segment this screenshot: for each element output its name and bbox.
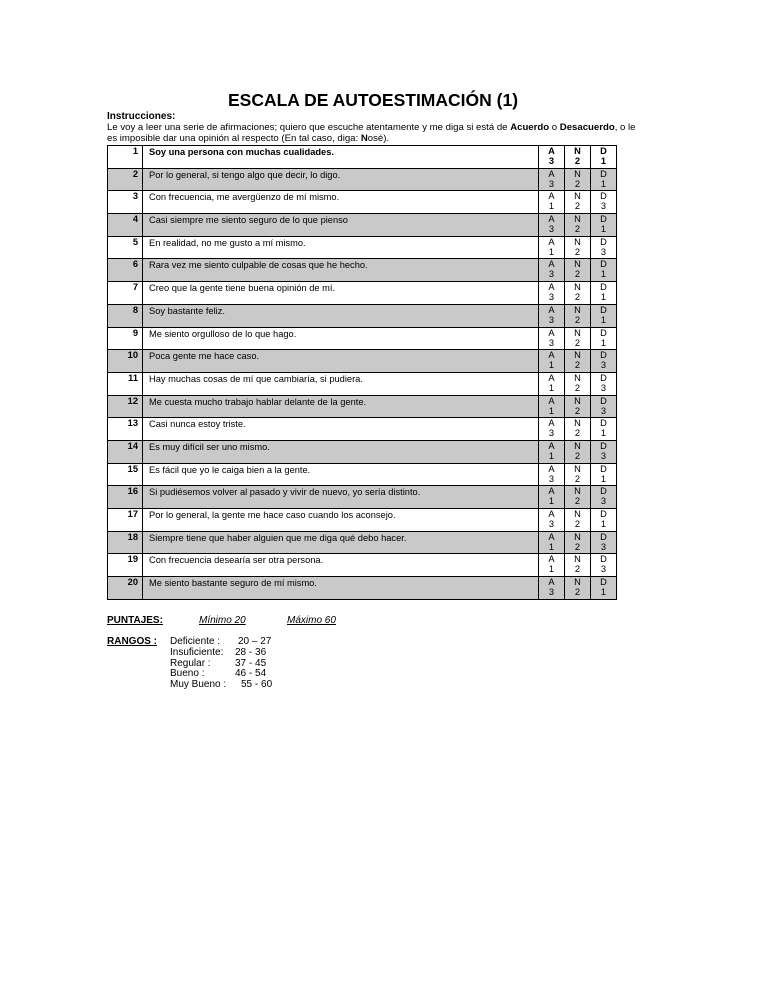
option-score: 3 (600, 541, 607, 552)
option-a-cell (539, 440, 565, 463)
option-letter: A (548, 259, 555, 270)
option-score: 1 (548, 450, 555, 461)
item-number: 12 (108, 395, 143, 418)
option-n-cell (565, 463, 591, 486)
option-letter: N (574, 236, 581, 247)
item-number: 13 (108, 418, 143, 441)
item-statement: Casi siempre me siento seguro de lo que pienso (143, 214, 539, 237)
option-n-cell (565, 168, 591, 191)
option-d-cell (591, 350, 617, 373)
option-score: 2 (574, 269, 581, 280)
table-row (108, 531, 617, 554)
option-d-cell (591, 372, 617, 395)
option-letter: N (574, 577, 581, 588)
option-d-cell (591, 486, 617, 509)
option-score: 2 (574, 314, 581, 325)
option-n-cell (565, 214, 591, 237)
option-score: 3 (548, 428, 555, 439)
item-number: 7 (108, 282, 143, 305)
option-letter: N (574, 259, 581, 270)
option-letter: D (600, 327, 607, 338)
option-a-cell (539, 168, 565, 191)
rango-name: Bueno : (170, 668, 205, 680)
option-letter: A (548, 146, 555, 156)
option-score: 1 (600, 337, 607, 348)
option-a-cell (539, 577, 565, 600)
rango-name: Insuficiente: (170, 646, 224, 658)
option-score: 1 (600, 269, 607, 280)
item-number: 14 (108, 440, 143, 463)
option-n-cell (565, 372, 591, 395)
option-n-cell (565, 486, 591, 509)
option-letter: D (600, 509, 607, 519)
puntajes-label: PUNTAJES: (107, 615, 163, 626)
option-n-cell (565, 440, 591, 463)
option-d-cell (591, 282, 617, 305)
table-row (108, 236, 617, 259)
page-title: ESCALA DE AUTOESTIMACIÓN (1) (227, 90, 519, 110)
option-score: 1 (548, 564, 555, 575)
option-score: 2 (574, 587, 581, 598)
table-row (108, 191, 617, 214)
option-letter: D (600, 282, 607, 293)
option-score: 3 (548, 156, 555, 166)
option-a-cell (539, 418, 565, 441)
option-score: 1 (600, 587, 607, 598)
option-letter: D (600, 554, 607, 565)
option-n-cell (565, 304, 591, 327)
option-score: 2 (574, 178, 581, 189)
option-a-cell (539, 350, 565, 373)
option-a-cell (539, 486, 565, 509)
table-row (108, 304, 617, 327)
option-a-cell (539, 463, 565, 486)
option-letter: A (548, 486, 555, 497)
item-number: 2 (108, 168, 143, 191)
option-n-cell (565, 191, 591, 214)
rango-name: Deficiente : (170, 636, 221, 647)
option-score: 2 (574, 564, 581, 575)
option-d-cell (591, 259, 617, 282)
option-letter: N (574, 554, 581, 565)
table-row (108, 554, 617, 577)
table-row (108, 509, 617, 532)
item-statement: Soy una persona con muchas cualidades. (143, 146, 539, 169)
option-letter: D (600, 418, 607, 429)
option-n-cell (565, 509, 591, 532)
item-statement: Me siento orgulloso de lo que hago. (143, 327, 539, 350)
option-score: 3 (548, 314, 555, 325)
option-score: 1 (548, 246, 555, 257)
table-row (108, 577, 617, 600)
option-score: 3 (548, 224, 555, 235)
option-score: 2 (574, 519, 581, 529)
table-row (108, 463, 617, 486)
item-statement: Soy bastante feliz. (143, 304, 539, 327)
option-score: 3 (600, 201, 607, 212)
option-a-cell (539, 236, 565, 259)
option-score: 2 (574, 473, 581, 484)
item-statement: Me cuesta mucho trabajo hablar delante de la gente. (143, 395, 539, 418)
option-d-cell (591, 191, 617, 214)
option-letter: N (574, 327, 581, 338)
option-letter: N (574, 282, 581, 293)
rango-value: 37 - 45 (235, 657, 267, 669)
item-number: 9 (108, 327, 143, 350)
item-number: 3 (108, 191, 143, 214)
table-row (108, 214, 617, 237)
option-score: 1 (600, 519, 607, 529)
option-letter: D (600, 214, 607, 225)
option-score: 3 (548, 178, 555, 189)
rangos-label: RANGOS : (107, 636, 157, 647)
option-n-cell (565, 350, 591, 373)
option-score: 3 (548, 337, 555, 348)
item-statement: Me siento bastante seguro de mí mismo. (143, 577, 539, 600)
item-statement: Con frecuencia desearía ser otra persona. (143, 554, 539, 577)
option-n-cell (565, 531, 591, 554)
option-score: 2 (574, 405, 581, 416)
option-score: 1 (600, 473, 607, 484)
option-a-cell (539, 531, 565, 554)
table-row (108, 486, 617, 509)
option-a-cell (539, 509, 565, 532)
option-score: 2 (574, 292, 581, 303)
option-d-cell (591, 146, 617, 169)
item-statement: Es fácil que yo le caiga bien a la gente. (143, 463, 539, 486)
item-statement: Siempre tiene que haber alguien que me diga qué debo hacer. (143, 531, 539, 554)
option-score: 1 (548, 405, 555, 416)
option-d-cell (591, 168, 617, 191)
instructions-heading: Instrucciones: (107, 111, 176, 122)
option-a-cell (539, 327, 565, 350)
option-d-cell (591, 577, 617, 600)
option-score: 2 (574, 201, 581, 212)
scale-table (107, 145, 617, 600)
option-score: 3 (600, 246, 607, 257)
item-number: 1 (108, 146, 143, 169)
table-row (108, 372, 617, 395)
item-number: 4 (108, 214, 143, 237)
option-score: 1 (600, 178, 607, 189)
option-score: 1 (548, 201, 555, 212)
option-a-cell (539, 554, 565, 577)
option-score: 1 (600, 156, 607, 166)
option-score: 2 (574, 496, 581, 507)
table-row (108, 259, 617, 282)
option-score: 2 (574, 450, 581, 461)
option-score: 2 (574, 246, 581, 257)
option-score: 1 (548, 541, 555, 552)
option-d-cell (591, 236, 617, 259)
option-d-cell (591, 214, 617, 237)
item-statement: Es muy difícil ser uno mismo. (143, 440, 539, 463)
option-letter: N (574, 372, 581, 383)
option-score: 3 (548, 269, 555, 280)
item-number: 15 (108, 463, 143, 486)
option-n-cell (565, 395, 591, 418)
option-score: 2 (574, 224, 581, 235)
option-letter: D (600, 236, 607, 247)
option-letter: A (548, 577, 555, 588)
item-statement: Hay muchas cosas de mí que cambiaría, si pudiera. (143, 372, 539, 395)
option-d-cell (591, 304, 617, 327)
option-score: 3 (600, 450, 607, 461)
option-letter: D (600, 463, 607, 474)
option-a-cell (539, 214, 565, 237)
option-score: 1 (548, 382, 555, 393)
option-a-cell (539, 372, 565, 395)
option-letter: D (600, 395, 607, 406)
table-row (108, 350, 617, 373)
rango-name: Muy Bueno : (170, 679, 227, 691)
instructions-text: Le voy a leer una serie de afirmaciones; quiero que escuche atentamente y me diga si está de Acuerdo o Desacuerdo, o le es imposible dar una opinión al respecto (En tal caso, diga: Nosé). (107, 122, 636, 144)
option-letter: D (600, 191, 607, 202)
option-d-cell (591, 440, 617, 463)
item-number: 5 (108, 236, 143, 259)
option-score: 2 (574, 360, 581, 371)
option-score: 3 (548, 473, 555, 484)
option-letter: A (548, 531, 555, 542)
option-letter: N (574, 146, 581, 156)
option-letter: N (574, 463, 581, 474)
option-letter: A (548, 440, 555, 451)
option-letter: N (574, 486, 581, 497)
option-score: 1 (600, 428, 607, 439)
option-score: 3 (600, 360, 607, 371)
option-score: 1 (548, 360, 555, 371)
option-a-cell (539, 304, 565, 327)
option-letter: N (574, 395, 581, 406)
item-statement: Por lo general, si tengo algo que decir, lo digo. (143, 168, 539, 191)
rango-value: 20 – 27 (238, 636, 272, 647)
option-d-cell (591, 554, 617, 577)
option-d-cell (591, 531, 617, 554)
option-a-cell (539, 395, 565, 418)
option-letter: A (548, 168, 555, 179)
option-letter: D (600, 168, 607, 179)
option-letter: N (574, 304, 581, 315)
option-score: 3 (548, 587, 555, 598)
puntaje-maximo: Máximo 60 (287, 615, 336, 626)
option-letter: N (574, 440, 581, 451)
option-score: 1 (600, 292, 607, 303)
option-score: 3 (548, 292, 555, 303)
option-n-cell (565, 418, 591, 441)
option-letter: A (548, 372, 555, 383)
option-score: 2 (574, 337, 581, 348)
rango-value: 55 - 60 (241, 679, 273, 691)
option-d-cell (591, 395, 617, 418)
table-row (108, 327, 617, 350)
option-letter: A (548, 509, 555, 519)
item-number: 11 (108, 372, 143, 395)
option-a-cell (539, 282, 565, 305)
option-d-cell (591, 418, 617, 441)
option-letter: A (548, 554, 555, 565)
item-statement: Rara vez me siento culpable de cosas que he hecho. (143, 259, 539, 282)
option-a-cell (539, 146, 565, 169)
option-score: 2 (574, 428, 581, 439)
option-a-cell (539, 191, 565, 214)
puntaje-minimo: Mínimo 20 (199, 615, 246, 626)
option-score: 3 (600, 382, 607, 393)
option-score: 3 (600, 405, 607, 416)
option-letter: A (548, 191, 555, 202)
option-n-cell (565, 146, 591, 169)
option-letter: D (600, 146, 607, 156)
item-number: 19 (108, 554, 143, 577)
option-letter: A (548, 327, 555, 338)
item-number: 16 (108, 486, 143, 509)
option-n-cell (565, 327, 591, 350)
item-number: 6 (108, 259, 143, 282)
rango-value: 46 - 54 (235, 668, 267, 680)
option-score: 3 (548, 519, 555, 529)
option-letter: N (574, 531, 581, 542)
option-letter: N (574, 418, 581, 429)
item-number: 8 (108, 304, 143, 327)
option-n-cell (565, 577, 591, 600)
option-letter: D (600, 259, 607, 270)
item-statement: Casi nunca estoy triste. (143, 418, 539, 441)
item-statement: Creo que la gente tiene buena opinión de mí. (143, 282, 539, 305)
option-score: 1 (548, 496, 555, 507)
item-statement: En realidad, no me gusto a mí mismo. (143, 236, 539, 259)
option-score: 3 (600, 564, 607, 575)
item-number: 18 (108, 531, 143, 554)
option-letter: N (574, 191, 581, 202)
option-letter: D (600, 372, 607, 383)
option-n-cell (565, 282, 591, 305)
option-score: 2 (574, 541, 581, 552)
option-score: 2 (574, 156, 581, 166)
item-statement: Si pudiésemos volver al pasado y vivir de nuevo, yo sería distinto. (143, 486, 539, 509)
option-letter: A (548, 395, 555, 406)
option-score: 1 (600, 224, 607, 235)
option-n-cell (565, 259, 591, 282)
option-n-cell (565, 236, 591, 259)
option-letter: N (574, 509, 581, 519)
option-letter: D (600, 531, 607, 542)
rango-value: 28 - 36 (235, 646, 267, 658)
option-score: 3 (600, 496, 607, 507)
option-letter: N (574, 168, 581, 179)
option-letter: A (548, 350, 555, 361)
option-letter: D (600, 440, 607, 451)
option-letter: N (574, 214, 581, 225)
option-d-cell (591, 327, 617, 350)
option-letter: D (600, 577, 607, 588)
item-number: 17 (108, 509, 143, 532)
option-n-cell (565, 554, 591, 577)
item-number: 10 (108, 350, 143, 373)
option-letter: A (548, 282, 555, 293)
option-letter: D (600, 304, 607, 315)
item-statement: Por lo general, la gente me hace caso cuando los aconsejo. (143, 509, 539, 532)
option-d-cell (591, 463, 617, 486)
table-row (108, 282, 617, 305)
item-statement: Poca gente me hace caso. (143, 350, 539, 373)
table-row (108, 395, 617, 418)
option-a-cell (539, 259, 565, 282)
option-letter: A (548, 236, 555, 247)
table-row (108, 418, 617, 441)
option-letter: D (600, 350, 607, 361)
rango-name: Regular : (170, 657, 211, 669)
option-score: 1 (600, 314, 607, 325)
option-letter: D (600, 486, 607, 497)
table-row (108, 168, 617, 191)
option-d-cell (591, 509, 617, 532)
table-row (108, 146, 617, 169)
option-letter: A (548, 418, 555, 429)
table-row (108, 440, 617, 463)
item-number: 20 (108, 577, 143, 600)
option-letter: A (548, 214, 555, 225)
option-letter: A (548, 463, 555, 474)
option-letter: N (574, 350, 581, 361)
option-score: 2 (574, 382, 581, 393)
item-statement: Con frecuencia, me avergüenzo de mí mismo. (143, 191, 539, 214)
option-letter: A (548, 304, 555, 315)
